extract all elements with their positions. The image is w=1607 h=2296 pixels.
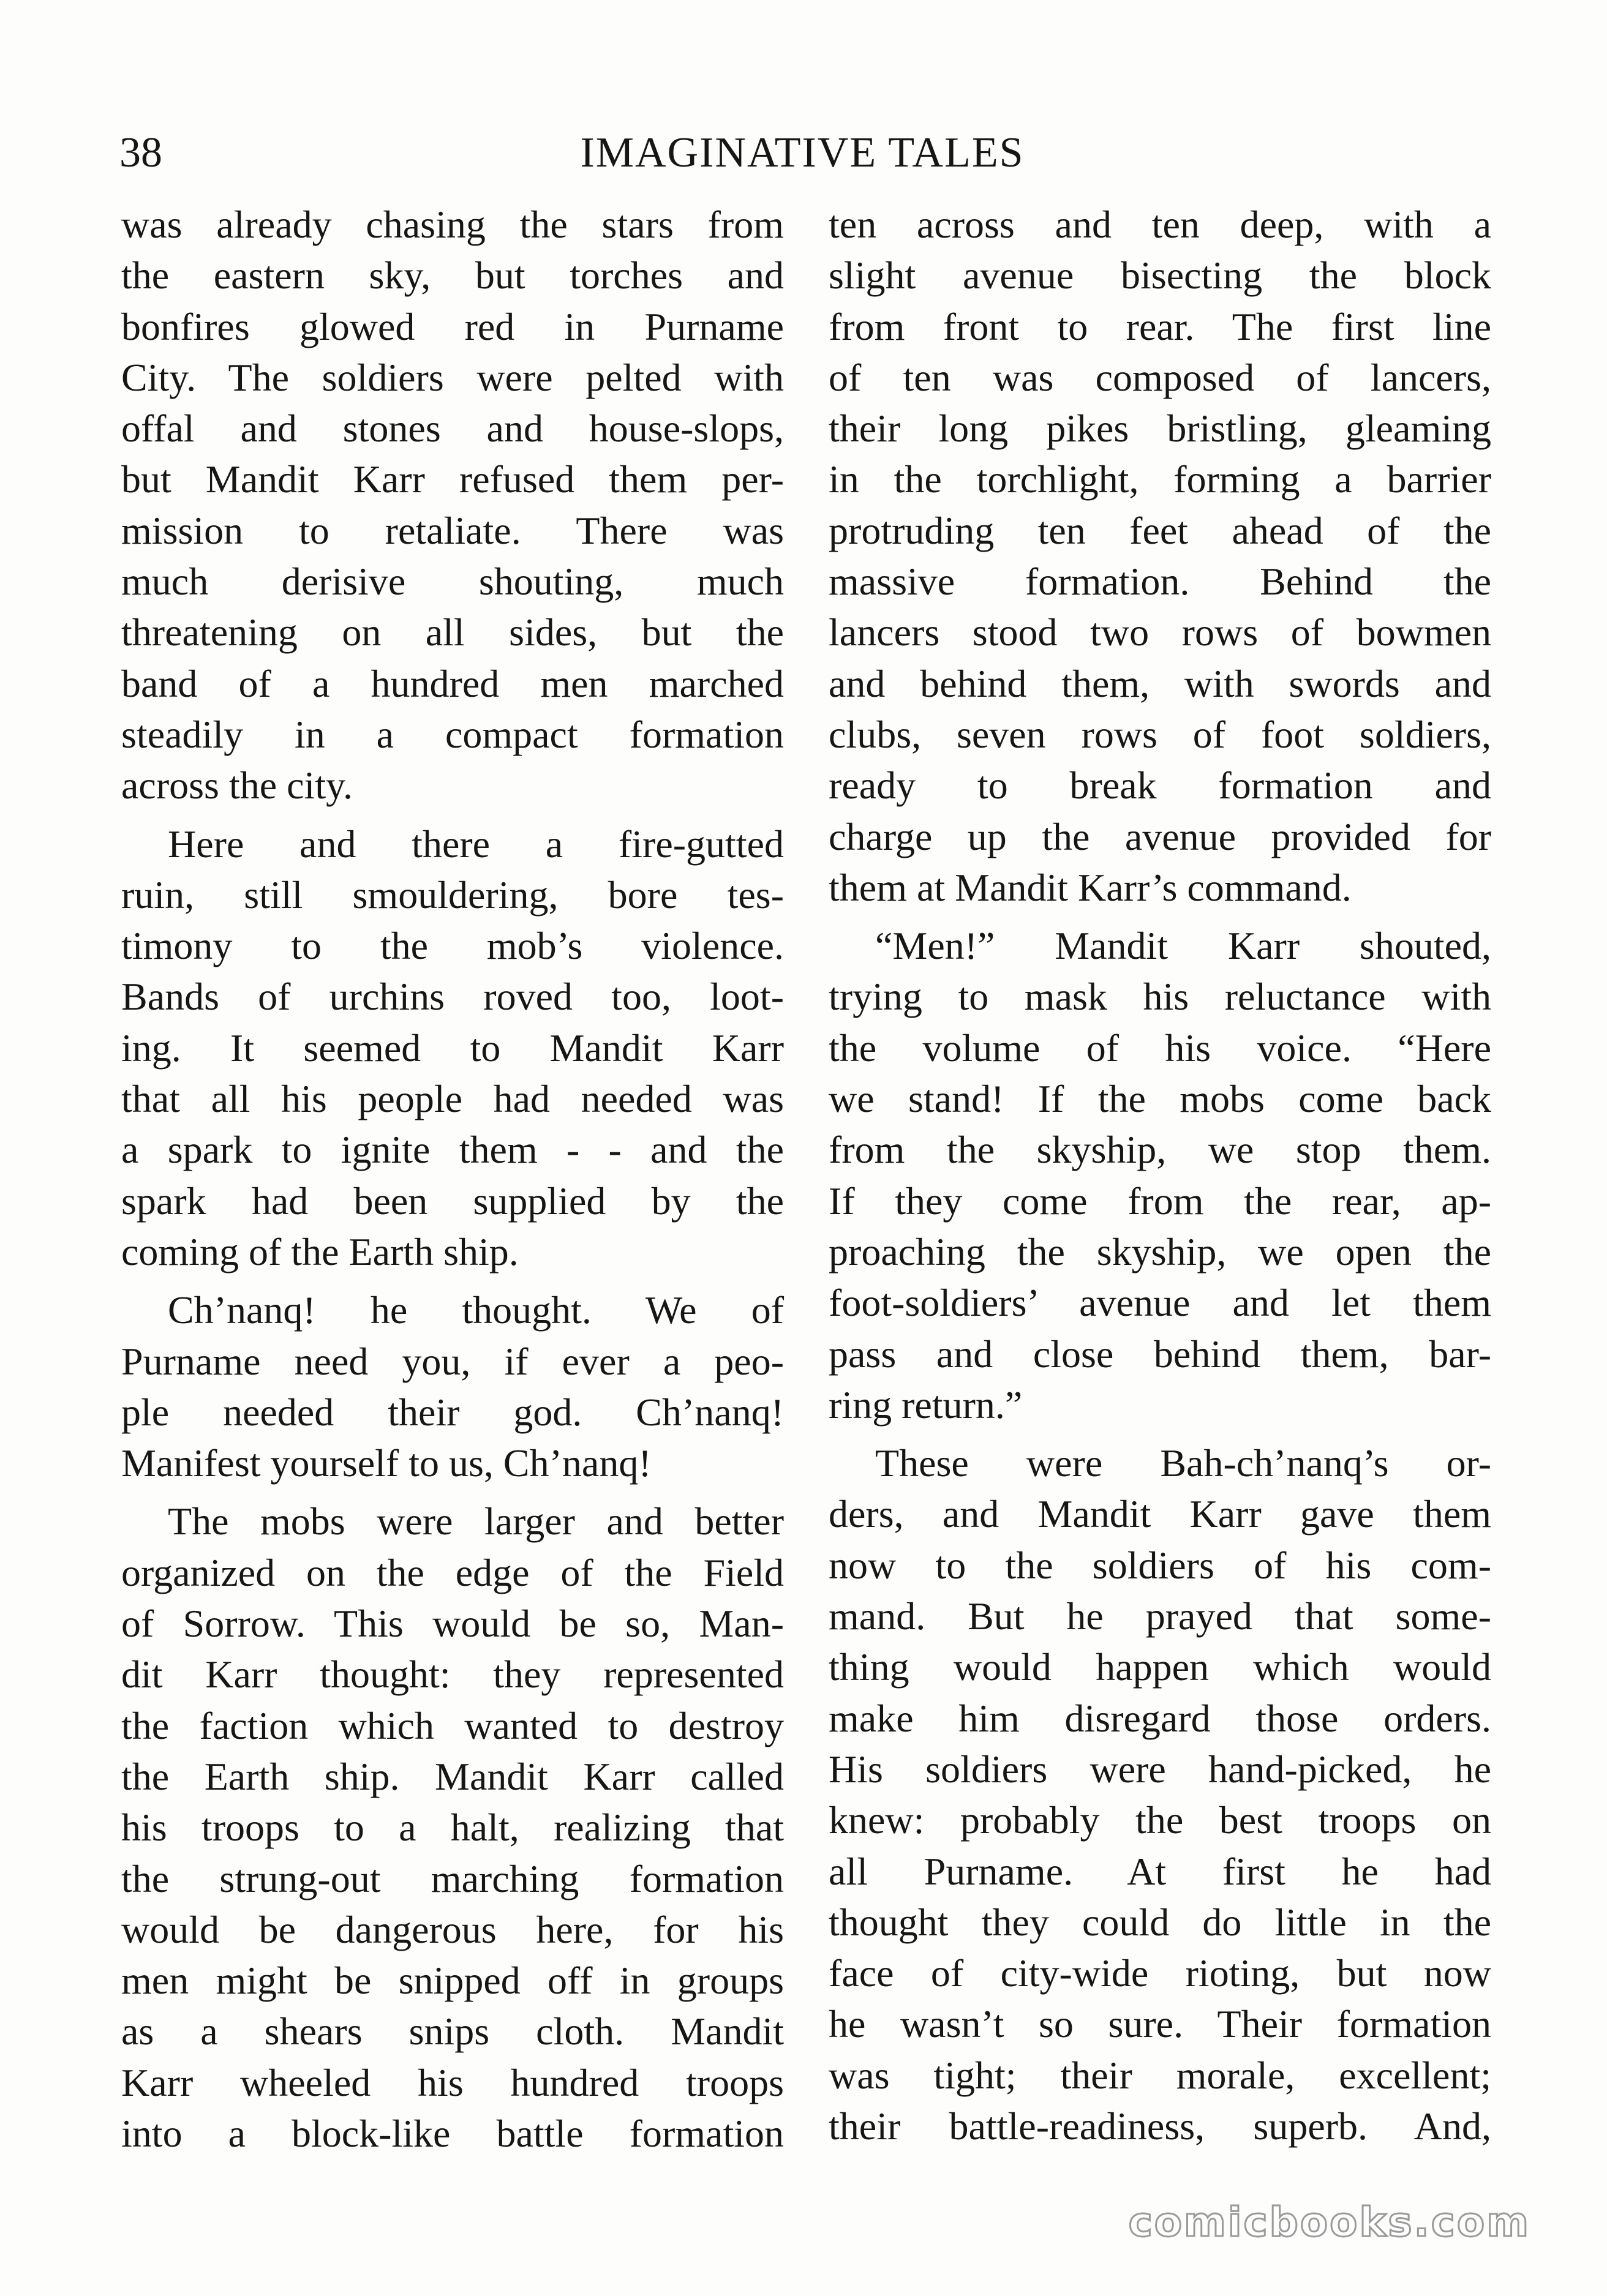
text-line: his troops to a halt, realizing that — [121, 1806, 784, 1850]
text-line: organized on the edge of the Field — [121, 1550, 784, 1594]
text-line: clubs, seven rows of foot soldiers, — [829, 712, 1491, 756]
text-line: of Sorrow. This would be so, Man- — [121, 1602, 784, 1646]
text-line: from the skyship, we stop them. — [829, 1128, 1491, 1172]
text-line: trying to mask his reluctance with — [829, 975, 1491, 1019]
text-line: make him disregard those orders. — [829, 1696, 1491, 1740]
text-line: bonfires glowed red in Purname — [121, 304, 784, 348]
paragraph — [829, 1438, 1491, 2152]
text-line: from front to rear. The first line — [829, 304, 1491, 348]
text-line: massive formation. Behind the — [829, 560, 1491, 604]
text-line: Manifest yourself to us, Ch’nanq! — [121, 1441, 652, 1485]
text-line: pass and close behind them, bar- — [829, 1332, 1491, 1376]
text-line: lancers stood two rows of bowmen — [829, 610, 1491, 655]
page-number: 38 — [119, 129, 162, 176]
text-line: as a shears snips cloth. Mandit — [121, 2009, 784, 2054]
text-line: Ch’nanq! he thought. We of — [168, 1288, 784, 1332]
text-line: These were Bah-ch’nanq’s or- — [875, 1441, 1491, 1485]
text-line: men might be snipped off in groups — [121, 1959, 784, 2003]
text-line: dit Karr thought: they represented — [121, 1653, 784, 1697]
text-line: ple needed their god. Ch’nanq! — [121, 1390, 784, 1434]
text-line: Purname need you, if ever a peo- — [121, 1339, 784, 1383]
text-line: protruding ten feet ahead of the — [829, 508, 1491, 552]
text-line: and behind them, with swords and — [829, 661, 1491, 705]
text-line: thing would happen which would — [829, 1645, 1491, 1689]
text-line: mission to retaliate. There was — [121, 508, 784, 552]
text-line: Bands of urchins roved too, loot- — [121, 975, 784, 1019]
watermark: comicbooks.com — [1128, 2199, 1530, 2246]
text-line: charge up the avenue provided for — [829, 814, 1491, 858]
text-line: threatening on all sides, but the — [121, 610, 784, 655]
text-line: thought they could do little in the — [829, 1900, 1491, 1944]
text-line: the Earth ship. Mandit Karr called — [121, 1754, 784, 1798]
text-line: offal and stones and house-slops, — [121, 407, 784, 451]
text-line: “Men!” Mandit Karr shouted, — [875, 924, 1491, 968]
paragraph — [829, 199, 1491, 913]
text-line: their long pikes bristling, gleaming — [829, 407, 1491, 451]
text-line: face of city-wide rioting, but now — [829, 1951, 1491, 1995]
text-line: His soldiers were hand-picked, he — [829, 1747, 1491, 1791]
text-line: mand. But he prayed that some- — [829, 1594, 1491, 1638]
text-line: all Purname. At first he had — [829, 1849, 1491, 1893]
page-header — [119, 126, 1485, 181]
text-line: Here and there a fire-gutted — [168, 822, 784, 866]
text-line: coming of the Earth ship. — [121, 1229, 519, 1274]
text-line: much derisive shouting, much — [121, 560, 784, 604]
text-line: ready to break formation and — [829, 763, 1491, 808]
text-line: ten across and ten deep, with a — [829, 203, 1491, 246]
text-line: the strung-out marching formation — [121, 1856, 784, 1900]
text-line: the volume of his voice. “Here — [829, 1026, 1491, 1070]
text-line: The mobs were larger and better — [168, 1499, 784, 1544]
text-line: steadily in a compact formation — [121, 712, 784, 756]
paragraph — [121, 819, 784, 1278]
text-line: of ten was composed of lancers, — [829, 355, 1491, 399]
text-line: the faction which wanted to destroy — [121, 1703, 784, 1747]
text-line: knew: probably the best troops on — [829, 1798, 1491, 1842]
text-line: spark had been supplied by the — [121, 1179, 784, 1223]
text-line: foot-soldiers’ avenue and let them — [829, 1281, 1491, 1325]
left-column — [121, 199, 784, 2159]
text-line: them at Mandit Karr’s command. — [829, 865, 1352, 909]
text-line: he wasn’t so sure. Their formation — [829, 2002, 1491, 2046]
text-line: a spark to ignite them - - and the — [121, 1128, 784, 1172]
paragraph — [121, 199, 784, 811]
text-line: their battle-readiness, superb. And, — [829, 2104, 1491, 2148]
text-line: band of a hundred men marched — [121, 661, 784, 705]
paragraph — [121, 1496, 784, 2159]
right-column — [829, 199, 1491, 2152]
text-line: in the torchlight, forming a barrier — [829, 457, 1491, 501]
text-line: ring return.” — [829, 1382, 1023, 1427]
text-line: into a block-like battle formation — [121, 2111, 784, 2155]
text-line: we stand! If the mobs come back — [829, 1077, 1491, 1121]
text-line: was already chasing the stars from — [121, 203, 784, 246]
text-line: ders, and Mandit Karr gave them — [829, 1492, 1491, 1536]
text-line: slight avenue bisecting the block — [829, 253, 1491, 298]
text-line: now to the soldiers of his com- — [829, 1543, 1491, 1587]
text-line: Karr wheeled his hundred troops — [121, 2060, 784, 2104]
text-line: If they come from the rear, ap- — [829, 1179, 1491, 1223]
text-line: the eastern sky, but torches and — [121, 253, 784, 298]
running-head: IMAGINATIVE TALES — [580, 129, 1025, 176]
text-line: timony to the mob’s violence. — [121, 924, 784, 968]
text-line: ruin, still smouldering, bore tes- — [121, 872, 784, 917]
text-line: across the city. — [121, 763, 353, 808]
text-line: that all his people had needed was — [121, 1077, 784, 1121]
text-line: but Mandit Karr refused them per- — [121, 457, 784, 501]
text-line: ing. It seemed to Mandit Karr — [121, 1026, 784, 1070]
text-line: City. The soldiers were pelted with — [121, 355, 784, 399]
text-line: proaching the skyship, we open the — [829, 1229, 1491, 1274]
paragraph — [829, 920, 1491, 1430]
paragraph — [121, 1285, 784, 1488]
text-line: was tight; their morale, excellent; — [829, 2053, 1491, 2097]
text-line: would be dangerous here, for his — [121, 1907, 784, 1951]
